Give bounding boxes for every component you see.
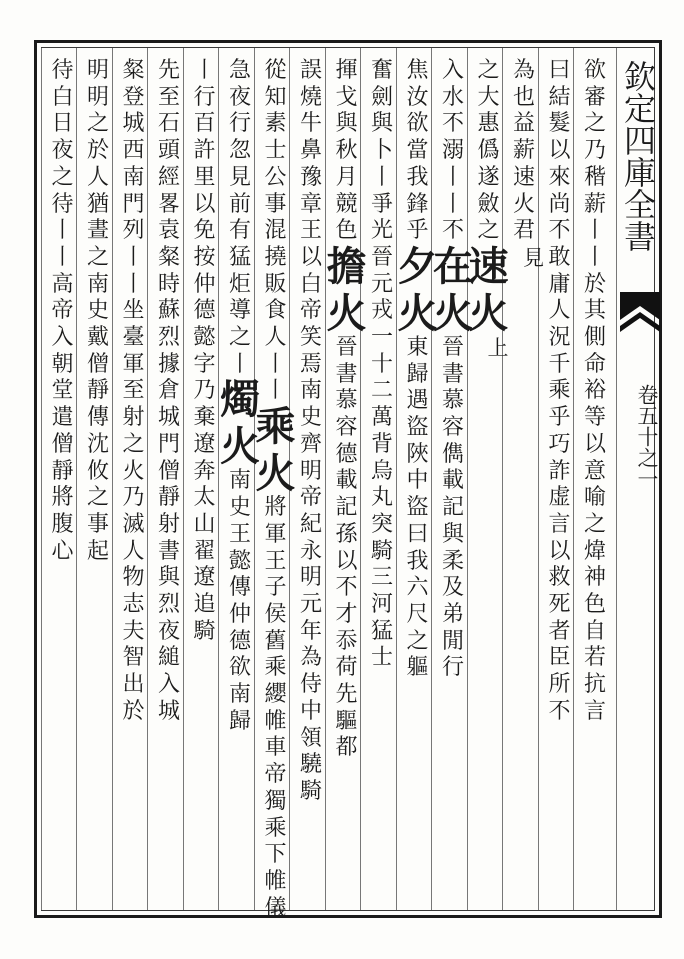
heading-term: 在 火 bbox=[433, 242, 473, 337]
text-column bbox=[114, 58, 154, 908]
text-column bbox=[185, 58, 225, 908]
text-column bbox=[433, 58, 473, 908]
column-rule bbox=[41, 48, 42, 910]
column-text: 見 bbox=[523, 245, 544, 270]
heading-term: 乘 火 bbox=[255, 403, 296, 498]
column-text: 誤 燒 牛 鼻 豫 章 王 以 白 帝 笑 焉 bbox=[299, 58, 322, 377]
column-text: 為 也 益 薪 速 火 君 bbox=[512, 58, 535, 244]
heading-term: 速 火 bbox=[468, 242, 509, 337]
column-text: 待 白 日 夜 之 待 丨 丨 bbox=[51, 58, 74, 270]
column-text: 欲 審 之 乃 稭 薪 丨 丨 於 其 側 命 裕 等 以 意 喻 之 煒 神 色 自 若 抗 言 bbox=[583, 58, 606, 724]
column-text: 從 知 素 士 公 事 混 撓 販 食 人 丨 丨 bbox=[264, 58, 287, 404]
text-column bbox=[575, 58, 615, 908]
text-column bbox=[43, 58, 83, 908]
heading-term: 燭 火 bbox=[220, 376, 260, 471]
text-column bbox=[469, 58, 509, 908]
column-text: 先 至 石 頭 經 畧 袁 粲 時 蘇 烈 據 倉 城 門 僧 靜 射 書 與 烈 夜 縋 入 城 bbox=[157, 58, 180, 724]
column-text: 晉 元 戎 一 十 二 萬 背 烏 丸 突 騎 三 河 猛 士 bbox=[370, 244, 393, 671]
column-text: 明 明 之 於 人 猶 晝 之 bbox=[86, 58, 109, 270]
column-text: 東 歸 遇 盜 陜 中 盜 曰 我 六 尺 之 軀 bbox=[406, 334, 429, 681]
fish-tail-mark bbox=[620, 292, 660, 336]
text-column bbox=[504, 58, 544, 908]
column-text: 晉 書 慕 容 德 載 記 孫 以 不 才 忝 荷 先 驅 都 bbox=[335, 334, 358, 761]
column-text: 上 bbox=[487, 335, 509, 360]
column-text: 焦 汝 欲 當 我 鋒 乎 bbox=[406, 58, 429, 244]
text-column bbox=[398, 58, 438, 908]
column-text: 粲 登 城 西 南 門 列 丨 丨 坐 臺 軍 至 射 之 火 乃 滅 人 物 志 夫 智 出 於 bbox=[122, 58, 145, 724]
column-text: 急 夜 行 忽 見 前 有 猛 炬 導 之 丨 bbox=[228, 58, 251, 377]
column-text: 南 史 戴 僧 靜 傳 沈 攸 之 事 起 bbox=[86, 271, 109, 564]
column-text: 曰 結 髮 以 來 尚 不 敢 庸 人 況 千 乘 乎 巧 詐 虚 言 以 救 死 者 臣 所 不 bbox=[548, 58, 571, 724]
text-column bbox=[362, 58, 402, 908]
text-column bbox=[78, 58, 118, 908]
column-text: 入 水 不 溺 丨 丨 不 bbox=[441, 58, 464, 244]
heading-term: 擔 火 bbox=[326, 242, 367, 337]
column-text: 之 大 惠 僞 遂 斂 之 bbox=[477, 58, 500, 244]
heading-term: 夕 火 bbox=[397, 242, 438, 337]
text-column bbox=[255, 58, 296, 921]
column-text: 高 帝 入 朝 堂 遣 僧 靜 將 腹 心 bbox=[51, 271, 74, 564]
column-text: 丨 行 百 許 里 以 免 按 仲 德 懿 字 bbox=[193, 58, 216, 377]
margin-chapter-label: 卷五十之一 bbox=[635, 384, 659, 489]
margin-book-title: 欽定四庫全書 bbox=[619, 60, 657, 252]
column-text: 奮 劍 與 卜 丨 爭 光 bbox=[370, 58, 393, 244]
column-text: 將 軍 王 子 侯 舊 乘 纓 帷 車 帝 獨 乘 下 帷 儀 bbox=[264, 495, 287, 921]
text-column bbox=[291, 58, 331, 908]
text-column bbox=[149, 58, 189, 908]
column-text: 揮 戈 與 秋 月 競 色 bbox=[335, 58, 358, 244]
column-text: 乃 棄 遼 奔 太 山 翟 遼 追 騎 bbox=[193, 378, 216, 644]
column-text: 晉 書 慕 容 儁 載 記 與 柔 及 弟 閒 行 bbox=[441, 334, 464, 681]
text-column bbox=[327, 58, 367, 908]
column-rule bbox=[616, 48, 617, 910]
column-text: 南 史 王 懿 傳 仲 德 欲 南 歸 bbox=[228, 468, 251, 734]
text-column bbox=[220, 58, 260, 908]
text-column bbox=[540, 58, 580, 908]
column-text: 南 史 齊 明 帝 紀 永 明 元 年 為 侍 中 領 驍 騎 bbox=[299, 378, 322, 804]
